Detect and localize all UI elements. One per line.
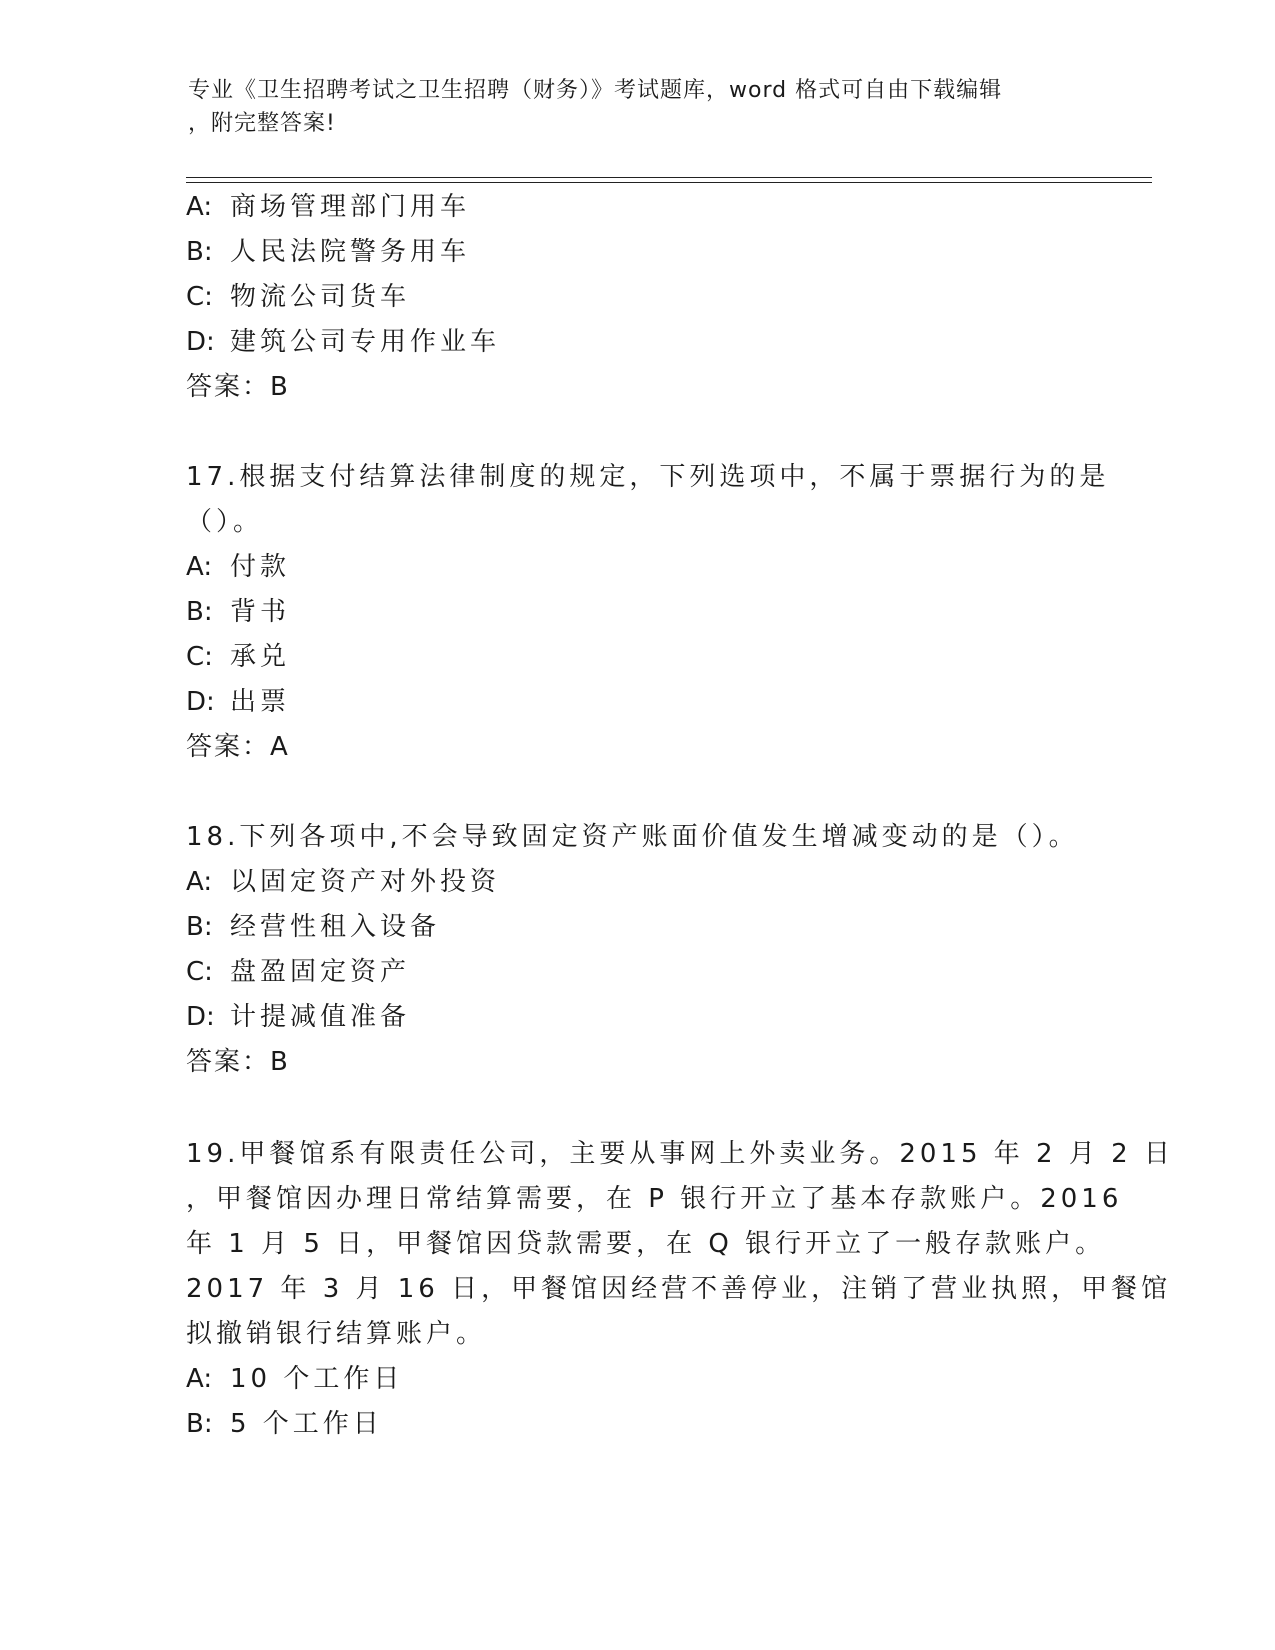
document-header: [188, 74, 1068, 140]
q17-option-c: [186, 640, 290, 674]
q17-stem-line-2: （）。: [186, 507, 264, 537]
option-letter: A:: [186, 867, 213, 897]
q17-answer: [186, 730, 288, 764]
option-text: 10 个工作日: [230, 1364, 404, 1394]
option-letter: C:: [186, 282, 213, 312]
option-letter: A:: [186, 552, 213, 582]
option-letter: D:: [186, 687, 215, 717]
q19-stem-line-2: ，甲餐馆因办理日常结算需要，在 P 银行开立了基本存款账户。2016: [186, 1184, 1123, 1214]
option-letter: B:: [186, 597, 213, 627]
option-letter: B:: [186, 237, 213, 267]
option-text: 付款: [230, 552, 291, 582]
option-text: 承兑: [230, 642, 291, 672]
q17-option-b: [186, 595, 290, 629]
answer-label: 答案：: [186, 372, 271, 402]
q19-stem-line-3: 年 1 月 5 日，甲餐馆因贷款需要，在 Q 银行开立了一般存款账户。: [186, 1229, 1106, 1259]
option-letter: B:: [186, 912, 213, 942]
q19-option-a: [186, 1362, 403, 1396]
q17-option-a: [186, 550, 290, 584]
q17-stem-line-1: 17.根据支付结算法律制度的规定，下列选项中，不属于票据行为的是: [186, 462, 1110, 492]
option-text: 商场管理部门用车: [230, 192, 471, 222]
header-divider-top: [186, 177, 1152, 178]
answer-label: 答案：: [186, 732, 271, 762]
q16-option-b: [186, 235, 470, 269]
q18-stem-line-1: 18.下列各项中,不会导致固定资产账面价值发生增减变动的是（）。: [186, 822, 1079, 852]
option-letter: D:: [186, 1002, 215, 1032]
option-letter: A:: [186, 192, 213, 222]
q16-option-c: [186, 280, 410, 314]
answer-value: A: [270, 732, 288, 762]
option-text: 背书: [230, 597, 291, 627]
header-line-1: 专业《卫生招聘考试之卫生招聘（财务）》考试题库，word 格式可自由下载编辑: [188, 78, 1003, 103]
q19-stem-line-5: 拟撤销银行结算账户。: [186, 1319, 487, 1349]
option-letter: C:: [186, 642, 213, 672]
q18-option-b: [186, 910, 440, 944]
option-text: 以固定资产对外投资: [230, 867, 501, 897]
header-divider-bottom: [186, 182, 1152, 183]
q19-stem-line-1: 19.甲餐馆系有限责任公司，主要从事网上外卖业务。2015 年 2 月 2 日: [186, 1139, 1174, 1169]
option-text: 5 个工作日: [230, 1409, 383, 1439]
option-text: 计提减值准备: [230, 1002, 411, 1032]
option-text: 建筑公司专用作业车: [230, 327, 501, 357]
option-letter: B:: [186, 1409, 213, 1439]
q19-option-b: [186, 1407, 383, 1441]
q18-option-a: [186, 865, 500, 899]
q16-answer: [186, 370, 288, 404]
option-text: 盘盈固定资产: [230, 957, 411, 987]
q18-option-c: [186, 955, 410, 989]
option-letter: D:: [186, 327, 215, 357]
header-line-2: ，附完整答案!: [188, 111, 336, 136]
answer-value: B: [270, 1047, 288, 1077]
answer-label: 答案：: [186, 1047, 271, 1077]
q16-option-d: [186, 325, 500, 359]
option-text: 物流公司货车: [230, 282, 411, 312]
option-letter: A:: [186, 1364, 213, 1394]
q18-option-d: [186, 1000, 410, 1034]
option-text: 经营性租入设备: [230, 912, 441, 942]
q19-stem-line-4: 2017 年 3 月 16 日，甲餐馆因经营不善停业，注销了营业执照，甲餐馆: [186, 1274, 1172, 1304]
option-text: 出票: [230, 687, 291, 717]
q16-option-a: [186, 190, 470, 224]
q17-option-d: [186, 685, 290, 719]
q18-answer: [186, 1045, 288, 1079]
option-letter: C:: [186, 957, 213, 987]
option-text: 人民法院警务用车: [230, 237, 471, 267]
answer-value: B: [270, 372, 288, 402]
